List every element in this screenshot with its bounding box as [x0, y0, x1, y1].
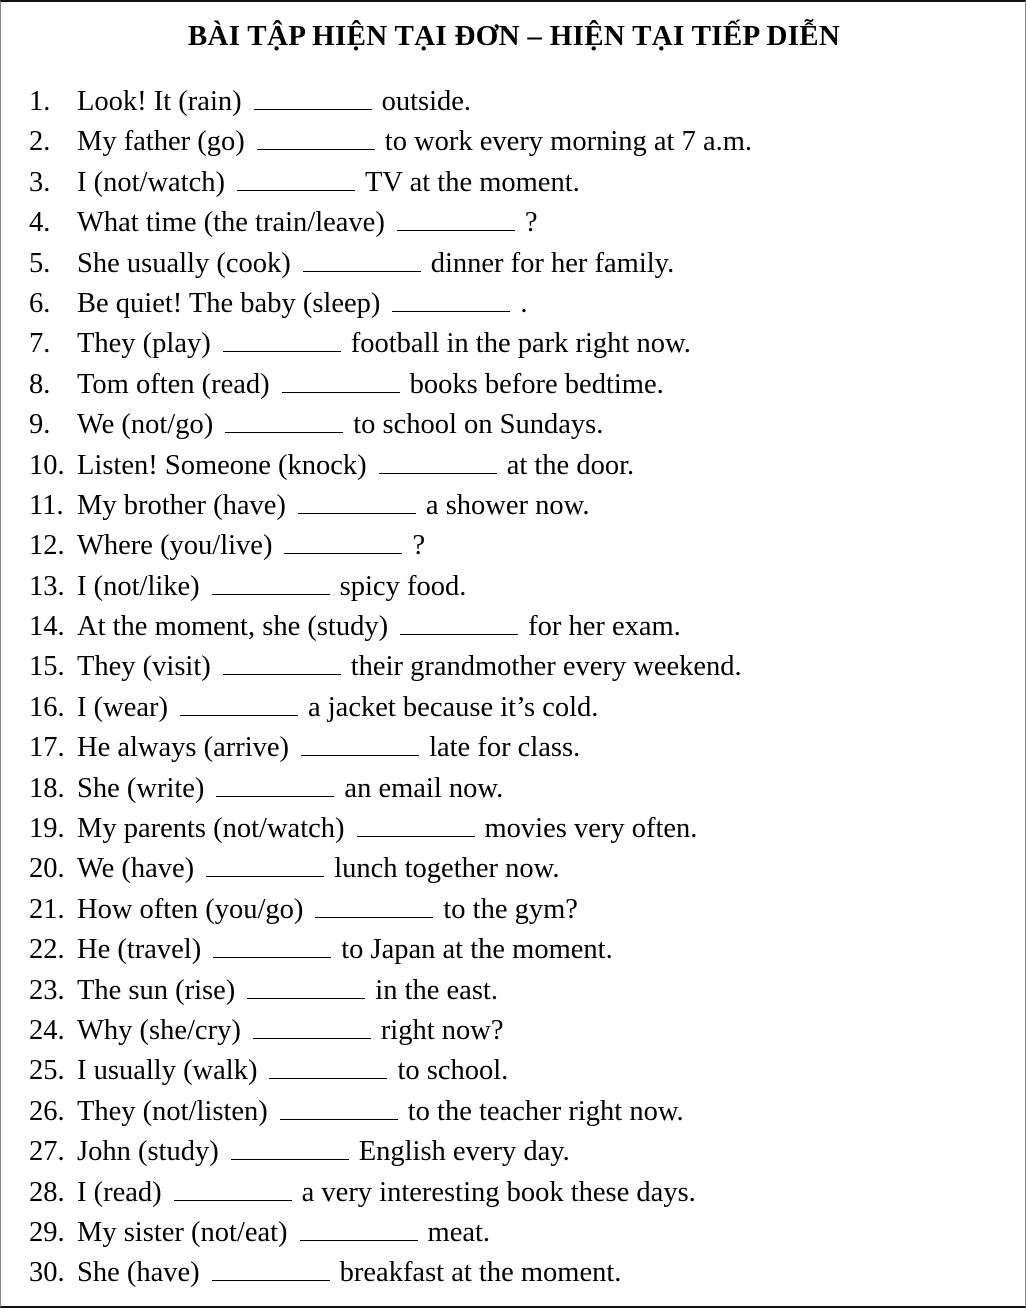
exercise-item [29, 769, 1015, 809]
answer-blank[interactable] [180, 693, 298, 716]
exercise-continuation: breakfast at the moment. [339, 1257, 622, 1289]
exercise-number: 5. [29, 247, 51, 279]
answer-blank[interactable] [301, 733, 419, 756]
exercise-continuation: to the teacher right now. [407, 1095, 684, 1127]
exercise-prompt: She (have) [77, 1257, 200, 1289]
exercise-number: 25. [29, 1055, 65, 1087]
exercise-prompt: At the moment, she (study) [77, 611, 389, 643]
exercise-prompt: How often (you/go) [77, 893, 304, 925]
answer-blank[interactable] [315, 895, 433, 918]
answer-blank[interactable] [225, 410, 343, 433]
exercise-prompt: They (not/listen) [77, 1095, 268, 1127]
exercise-item [29, 244, 1015, 284]
exercise-item [29, 1132, 1015, 1172]
exercise-prompt: My parents (not/watch) [77, 813, 345, 845]
exercise-item [29, 1092, 1015, 1132]
exercise-prompt: I usually (walk) [77, 1055, 258, 1087]
exercise-number: 10. [29, 449, 65, 481]
exercise-continuation: meat. [427, 1216, 491, 1248]
exercise-item [29, 849, 1015, 889]
exercise-continuation: to school. [397, 1055, 509, 1087]
exercise-item [29, 567, 1015, 607]
exercise-continuation: English every day. [358, 1136, 570, 1168]
exercise-prompt: John (study) [77, 1136, 219, 1168]
exercise-continuation: for her exam. [528, 611, 681, 643]
exercise-prompt: My brother (have) [77, 489, 286, 521]
answer-blank[interactable] [269, 1056, 387, 1079]
exercise-number: 15. [29, 651, 65, 683]
exercise-item [29, 647, 1015, 687]
exercise-number: 23. [29, 974, 65, 1006]
exercise-prompt: They (play) [77, 328, 211, 360]
exercise-item [29, 1173, 1015, 1213]
exercise-continuation: books before bedtime. [409, 368, 664, 400]
answer-blank[interactable] [216, 774, 334, 797]
exercise-number: 16. [29, 691, 65, 723]
exercise-number: 3. [29, 166, 51, 198]
exercise-item [29, 405, 1015, 445]
exercise-number: 12. [29, 530, 65, 562]
exercise-number: 30. [29, 1257, 65, 1289]
exercise-continuation: movies very often. [484, 813, 698, 845]
exercise-prompt: We (have) [77, 853, 195, 885]
worksheet-title: BÀI TẬP HIỆN TẠI ĐƠN – HIỆN TẠI TIẾP DIỄN [187, 20, 841, 52]
exercise-continuation: to the gym? [443, 893, 578, 925]
answer-blank[interactable] [223, 329, 341, 352]
answer-blank[interactable] [174, 1178, 292, 1201]
exercise-prompt: Be quiet! The baby (sleep) [77, 287, 381, 319]
exercise-prompt: Why (she/cry) [77, 1014, 241, 1046]
answer-blank[interactable] [212, 1258, 330, 1281]
exercise-prompt: We (not/go) [77, 409, 214, 441]
exercise-prompt: The sun (rise) [77, 974, 236, 1006]
exercise-number: 21. [29, 893, 65, 925]
exercise-item [29, 688, 1015, 728]
exercise-continuation: their grandmother every weekend. [350, 651, 742, 683]
exercise-item [29, 486, 1015, 526]
exercise-number: 13. [29, 570, 65, 602]
exercise-item [29, 1051, 1015, 1091]
exercise-prompt: I (wear) [77, 691, 168, 723]
exercise-continuation: TV at the moment. [364, 166, 580, 198]
exercise-item [29, 809, 1015, 849]
exercise-item [29, 365, 1015, 405]
exercise-item [29, 446, 1015, 486]
exercise-prompt: Listen! Someone (knock) [77, 449, 367, 481]
exercise-number: 17. [29, 732, 65, 764]
exercise-continuation: a jacket because it’s cold. [307, 691, 599, 723]
exercise-item [29, 163, 1015, 203]
exercise-continuation: outside. [381, 86, 472, 117]
exercise-prompt: She (write) [77, 772, 205, 804]
exercise-continuation: right now? [380, 1014, 504, 1046]
exercise-item [29, 607, 1015, 647]
exercise-number: 7. [29, 328, 51, 360]
exercise-prompt: He always (arrive) [77, 732, 290, 764]
exercise-prompt: I (read) [77, 1176, 162, 1208]
exercise-continuation: to work every morning at 7 a.m. [384, 126, 753, 158]
exercise-number: 2. [29, 126, 51, 158]
exercise-item [29, 324, 1015, 364]
answer-blank[interactable] [282, 370, 400, 393]
exercise-continuation: . [520, 287, 528, 319]
answer-blank[interactable] [231, 1137, 349, 1160]
exercise-continuation: football in the park right now. [350, 328, 691, 360]
exercise-prompt: I (not/like) [77, 570, 200, 602]
answer-blank[interactable] [237, 168, 355, 191]
exercise-continuation: a very interesting book these days. [301, 1176, 696, 1208]
exercise-number: 8. [29, 368, 51, 400]
answer-blank[interactable] [212, 572, 330, 595]
exercise-item [29, 1011, 1015, 1051]
exercise-number: 19. [29, 813, 65, 845]
exercise-continuation: at the door. [506, 449, 635, 481]
exercise-prompt: They (visit) [77, 651, 211, 683]
exercise-continuation: late for class. [429, 732, 581, 764]
exercise-item [29, 284, 1015, 324]
exercise-number: 6. [29, 287, 51, 319]
exercise-continuation: a shower now. [425, 489, 590, 521]
exercise-number: 22. [29, 934, 65, 966]
answer-blank[interactable] [303, 249, 421, 272]
exercise-number: 14. [29, 611, 65, 643]
answer-blank[interactable] [280, 1097, 398, 1120]
exercise-continuation: spicy food. [339, 570, 467, 602]
exercise-item [29, 1213, 1015, 1253]
exercise-item [29, 122, 1015, 162]
answer-blank[interactable] [213, 935, 331, 958]
exercise-item [29, 890, 1015, 930]
answer-blank[interactable] [298, 491, 416, 514]
answer-blank[interactable] [254, 87, 372, 110]
exercise-prompt: He (travel) [77, 934, 202, 966]
exercise-number: 26. [29, 1095, 65, 1127]
exercise-continuation: ? [524, 207, 538, 239]
exercise-prompt: She usually (cook) [77, 247, 291, 279]
exercise-prompt: What time (the train/leave) [77, 207, 385, 239]
answer-blank[interactable] [300, 1218, 418, 1241]
exercise-item [29, 1253, 1015, 1293]
answer-blank[interactable] [257, 127, 375, 150]
exercise-number: 20. [29, 853, 65, 885]
exercise-prompt: My father (go) [77, 126, 245, 158]
exercise-item [29, 203, 1015, 243]
exercise-number: 4. [29, 207, 51, 239]
answer-blank[interactable] [392, 289, 510, 312]
answer-blank[interactable] [247, 976, 365, 999]
exercise-continuation: ? [412, 530, 426, 562]
answer-blank[interactable] [357, 814, 475, 837]
answer-blank[interactable] [397, 208, 515, 231]
exercise-number: 11. [29, 489, 64, 521]
answer-blank[interactable] [223, 652, 341, 675]
exercise-prompt: Where (you/live) [77, 530, 273, 562]
exercise-item [29, 82, 1015, 122]
exercise-number: 1. [29, 86, 51, 117]
exercise-number: 27. [29, 1136, 65, 1168]
exercise-item [29, 971, 1015, 1011]
exercise-list [29, 82, 1015, 1294]
answer-blank[interactable] [206, 854, 324, 877]
exercise-number: 29. [29, 1216, 65, 1248]
exercise-continuation: in the east. [375, 974, 498, 1006]
exercise-number: 28. [29, 1176, 65, 1208]
exercise-number: 24. [29, 1014, 65, 1046]
exercise-item [29, 526, 1015, 566]
exercise-continuation: lunch together now. [334, 853, 560, 885]
exercise-item [29, 930, 1015, 970]
exercise-prompt: I (not/watch) [77, 166, 225, 198]
exercise-continuation: an email now. [344, 772, 504, 804]
exercise-number: 18. [29, 772, 65, 804]
exercise-prompt: My sister (not/eat) [77, 1216, 288, 1248]
exercise-prompt: Tom often (read) [77, 368, 270, 400]
answer-blank[interactable] [379, 451, 497, 474]
exercise-continuation: to school on Sundays. [353, 409, 604, 441]
exercise-number: 9. [29, 409, 51, 441]
exercise-continuation: dinner for her family. [430, 247, 675, 279]
answer-blank[interactable] [253, 1016, 371, 1039]
exercise-continuation: to Japan at the moment. [341, 934, 613, 966]
exercise-prompt: Look! It (rain) [77, 86, 242, 117]
answer-blank[interactable] [400, 612, 518, 635]
exercise-item [29, 728, 1015, 768]
answer-blank[interactable] [284, 531, 402, 554]
